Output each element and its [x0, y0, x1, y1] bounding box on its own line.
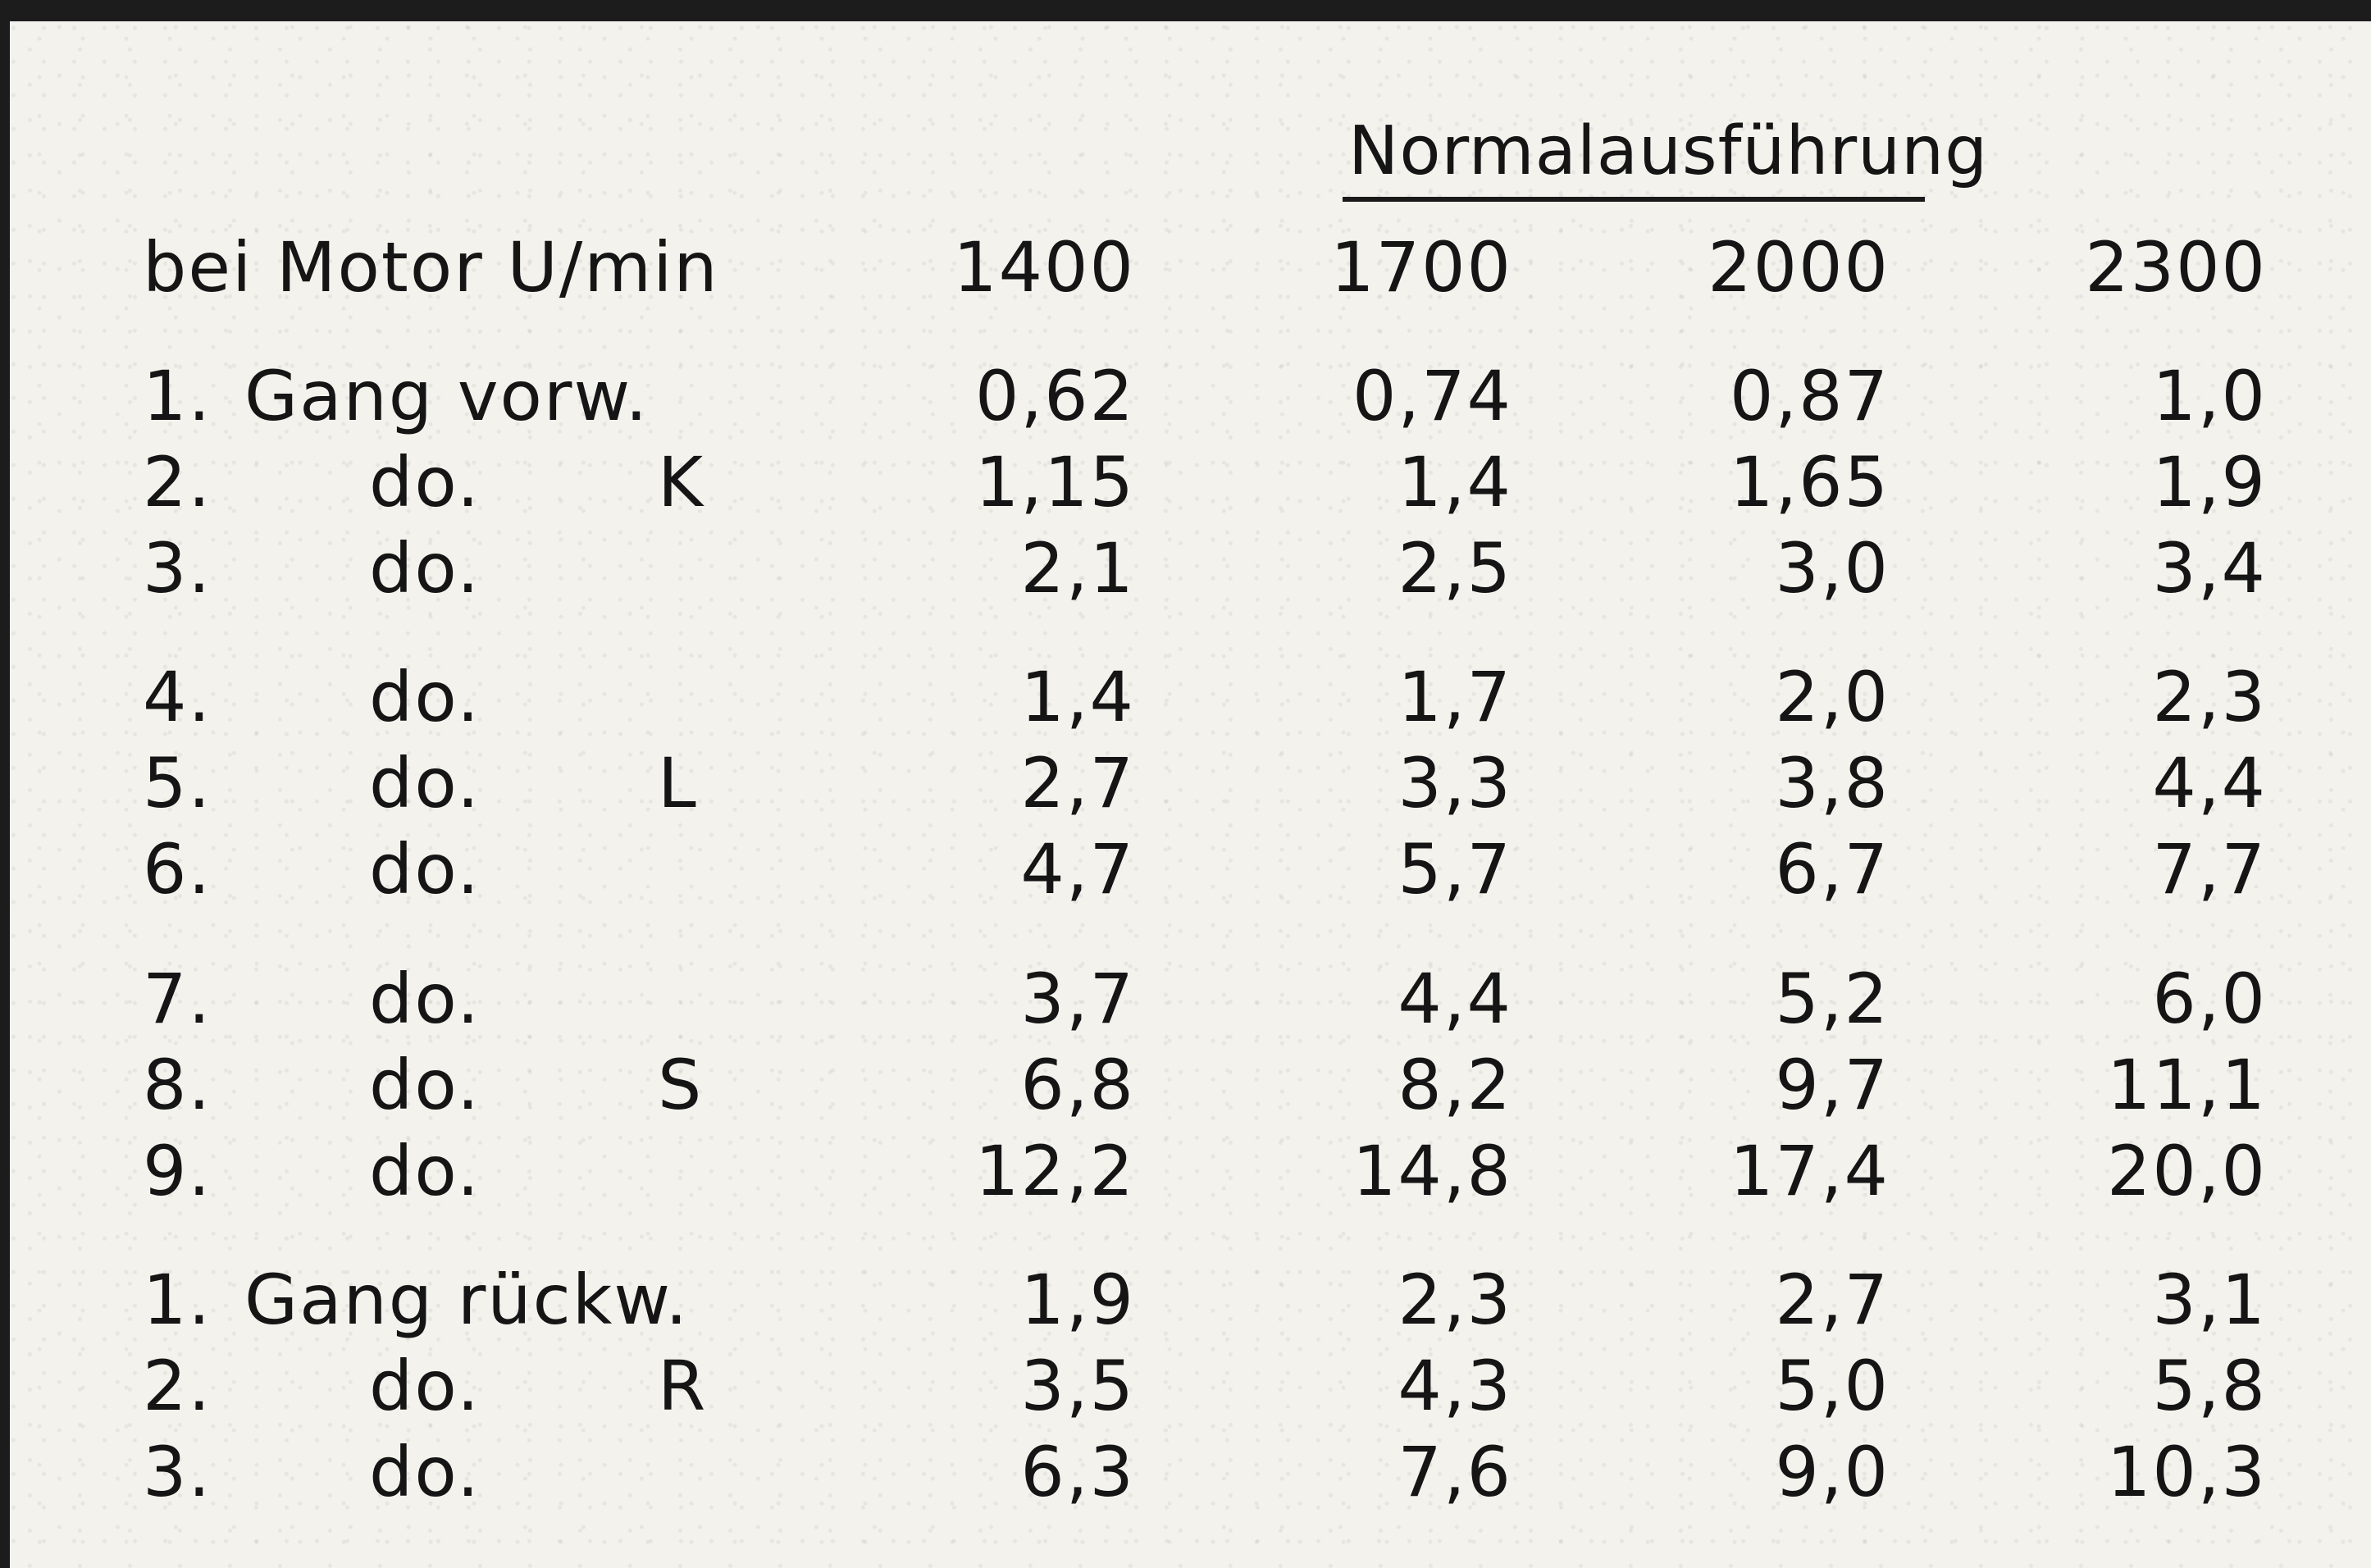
table-heading: Normalausführung — [1348, 112, 1989, 190]
heading-underline — [1343, 197, 1925, 202]
speed-value-1400: 2,1 — [1020, 528, 1135, 609]
speed-value-2000: 1,65 — [1729, 442, 1890, 522]
gear-label: do. — [369, 743, 481, 823]
speed-value-1400: 6,8 — [1020, 1045, 1135, 1125]
column-header-2300: 2300 — [2085, 227, 2267, 308]
gear-label: Gang vorw. — [244, 356, 650, 436]
speed-value-2300: 6,0 — [2152, 959, 2267, 1039]
gear-label: do. — [369, 829, 481, 909]
speed-value-2300: 4,4 — [2152, 743, 2267, 823]
gear-label: do. — [369, 442, 481, 522]
speed-value-1400: 3,5 — [1020, 1346, 1135, 1426]
gear-label: do. — [369, 657, 481, 737]
speed-value-2000: 9,7 — [1775, 1045, 1890, 1125]
speed-value-1700: 2,5 — [1398, 528, 1512, 609]
speed-value-1700: 4,3 — [1398, 1346, 1512, 1426]
gear-number: 2. — [143, 1346, 212, 1426]
speed-table-card — [10, 21, 2371, 1568]
speed-value-2300: 2,3 — [2152, 657, 2267, 737]
speed-value-1700: 3,3 — [1398, 743, 1512, 823]
speed-value-2300: 7,7 — [2152, 829, 2267, 909]
speed-value-2300: 10,3 — [2106, 1432, 2267, 1512]
gear-label: do. — [369, 1045, 481, 1125]
gear-number: 7. — [143, 959, 212, 1039]
gear-label: do. — [369, 1131, 481, 1211]
row-header-label: bei Motor U/min — [143, 227, 719, 308]
gear-group-letter: S — [658, 1045, 704, 1125]
speed-value-2000: 5,2 — [1775, 959, 1890, 1039]
speed-value-1700: 1,7 — [1398, 657, 1512, 737]
gear-number: 3. — [143, 1432, 212, 1512]
column-header-1700: 1700 — [1330, 227, 1512, 308]
speed-value-1400: 0,62 — [974, 356, 1135, 436]
speed-value-2300: 1,0 — [2152, 356, 2267, 436]
speed-value-1700: 14,8 — [1352, 1131, 1512, 1211]
speed-value-1400: 12,2 — [974, 1131, 1135, 1211]
gear-number: 1. — [143, 1260, 212, 1340]
gear-label: do. — [369, 1346, 481, 1426]
gear-number: 4. — [143, 657, 212, 737]
speed-value-1700: 4,4 — [1398, 959, 1512, 1039]
speed-value-1400: 6,3 — [1020, 1432, 1135, 1512]
gear-number: 2. — [143, 442, 212, 522]
speed-value-1400: 1,4 — [1020, 657, 1135, 737]
gear-label: do. — [369, 959, 481, 1039]
speed-value-2000: 6,7 — [1775, 829, 1890, 909]
speed-value-2300: 3,1 — [2152, 1260, 2267, 1340]
gear-group-letter: L — [658, 743, 698, 823]
gear-group-letter: K — [658, 442, 705, 522]
speed-value-2000: 0,87 — [1729, 356, 1890, 436]
speed-value-2300: 3,4 — [2152, 528, 2267, 609]
speed-value-1700: 8,2 — [1398, 1045, 1512, 1125]
gear-number: 8. — [143, 1045, 212, 1125]
speed-value-2000: 17,4 — [1729, 1131, 1890, 1211]
speed-value-2000: 5,0 — [1775, 1346, 1890, 1426]
speed-value-1700: 2,3 — [1398, 1260, 1512, 1340]
speed-value-1400: 3,7 — [1020, 959, 1135, 1039]
speed-value-1400: 2,7 — [1020, 743, 1135, 823]
speed-value-1400: 1,15 — [974, 442, 1135, 522]
speed-value-2300: 1,9 — [2152, 442, 2267, 522]
column-header-2000: 2000 — [1708, 227, 1890, 308]
gear-group-letter: R — [658, 1346, 708, 1426]
gear-number: 1. — [143, 356, 212, 436]
gear-label: do. — [369, 528, 481, 609]
gear-label: Gang rückw. — [244, 1260, 690, 1340]
gear-number: 6. — [143, 829, 212, 909]
speed-value-2300: 5,8 — [2152, 1346, 2267, 1426]
column-header-1400: 1400 — [953, 227, 1135, 308]
speed-value-1700: 5,7 — [1398, 829, 1512, 909]
speed-value-2300: 20,0 — [2106, 1131, 2267, 1211]
speed-value-1700: 1,4 — [1398, 442, 1512, 522]
gear-label: do. — [369, 1432, 481, 1512]
speed-value-1400: 4,7 — [1020, 829, 1135, 909]
speed-value-2300: 11,1 — [2106, 1045, 2267, 1125]
speed-value-2000: 2,0 — [1775, 657, 1890, 737]
speed-value-2000: 3,8 — [1775, 743, 1890, 823]
speed-value-1400: 1,9 — [1020, 1260, 1135, 1340]
gear-number: 5. — [143, 743, 212, 823]
speed-value-2000: 9,0 — [1775, 1432, 1890, 1512]
speed-value-1700: 7,6 — [1398, 1432, 1512, 1512]
gear-number: 9. — [143, 1131, 212, 1211]
speed-value-2000: 3,0 — [1775, 528, 1890, 609]
speed-value-2000: 2,7 — [1775, 1260, 1890, 1340]
speed-value-1700: 0,74 — [1352, 356, 1512, 436]
gear-number: 3. — [143, 528, 212, 609]
